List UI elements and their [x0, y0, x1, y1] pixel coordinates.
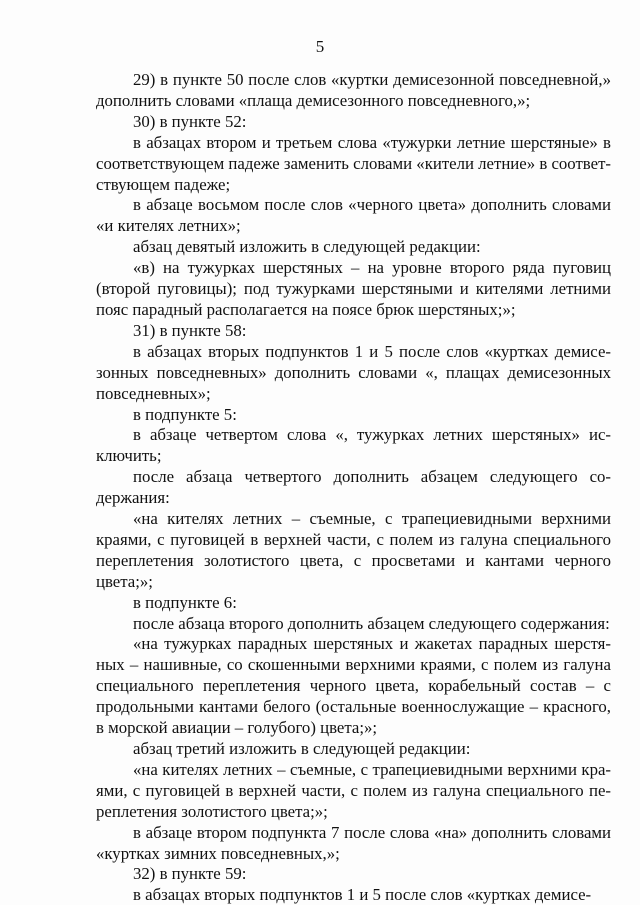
page-number: 5 [315, 37, 325, 56]
document-body [96, 70, 611, 906]
paragraph: в подпункте 6: [133, 592, 237, 612]
paragraph: 31) в пункте 58: [133, 320, 247, 340]
paragraph: абзац третий изложить в следующей редакции: [133, 739, 471, 758]
paragraph: после абзаца второго дополнить абзацем следующего содержания: [133, 613, 610, 633]
paragraph: абзац девятый изложить в следующей редакции: [133, 237, 481, 257]
paragraph: «на кителях летних – съемные, с трапециевидными верхними краями, с пуговицей в верхней части, с полем из галуна специального переплетения золотистого цвета, с просветами и кантами черного цвета;»; [96, 509, 611, 591]
paragraph: в абзацах вторых подпунктов 1 и 5 после слов «куртках демисе- [133, 885, 592, 905]
paragraph: в абзацах втором и третьем слова «тужурки летние шерстяные» в соответствующем падеже заменить словами «кители летние» в соответствующем падеже; [96, 132, 611, 194]
paragraph: «в) на тужурках шерстяных – на уровне второго ряда пуговиц (второй пуговицы); под тужурками шерстяными и кителями летними пояс парадный располагается на поясе брюк шерстяных;»; [96, 258, 611, 319]
paragraph: в абзацах вторых подпунктов 1 и 5 после слов «куртках демисезонных повседневных» дополнить словами «, плащах демисезонных повседневных»; [96, 341, 611, 403]
paragraph: 29) в пункте 50 после слов «куртки демисезонной повседневной,» дополнить словами «плаща демисезонного повседневного,»; [96, 70, 611, 110]
paragraph: в подпункте 5: [133, 404, 237, 424]
paragraph: в абзаце восьмом после слов «черного цвета» дополнить словами «и кителях летних»; [96, 195, 611, 236]
paragraph: 30) в пункте 52: [133, 111, 247, 131]
paragraph: в абзаце четвертом слова «, тужурках летних шерстяных» исключить; [96, 425, 611, 466]
paragraph: в абзаце втором подпункта 7 после слова «на» дополнить словами «куртках зимних повседневных,»; [96, 822, 611, 863]
paragraph: «на тужурках парадных шерстяных и жакетах парадных шерстяных – нашивные, со скошенными верхними краями, с полем из галуна специального переплетения черного цвета, корабельный состав – с продольными кантами белого (остальные военнослужащие – красного, в морской авиации – голубого) цвета;»; [96, 634, 611, 738]
paragraph: после абзаца четвертого дополнить абзацем следующего содержания: [96, 467, 611, 508]
paragraph: 32) в пункте 59: [133, 864, 247, 884]
paragraph: «на кителях летних – съемные, с трапециевидными верхними краями, с пуговицей в верхней части, с полем из галуна специального переплетения золотистого цвета;»; [96, 759, 611, 821]
